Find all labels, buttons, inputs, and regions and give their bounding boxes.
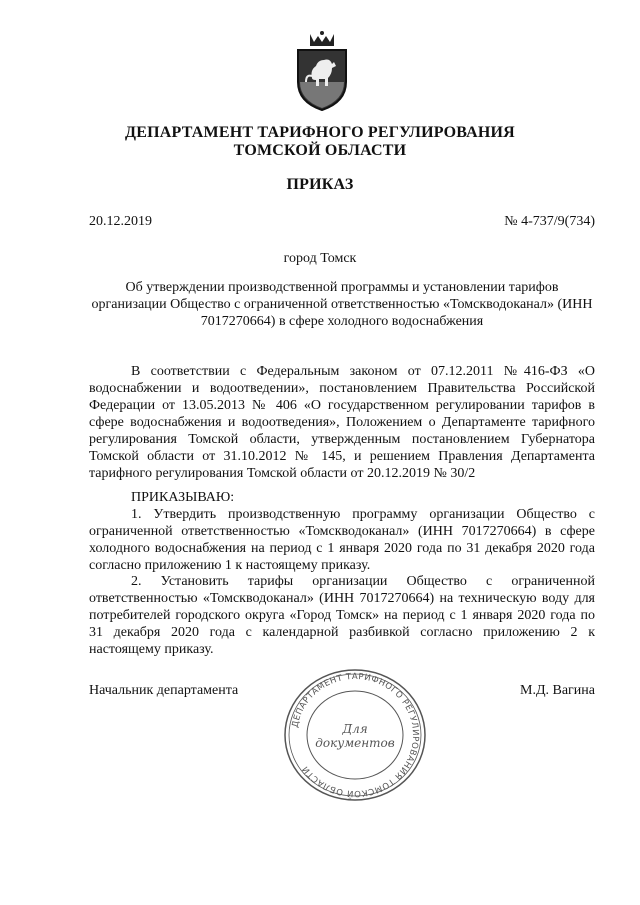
stamp-inner-line-2: документов <box>315 736 395 750</box>
document-city: город Томск <box>283 251 357 266</box>
document-subject: Об утверждении производственной программы и установлении тарифов организации Общество с ограниченной ответственностью «Томскводоканал» (ИНН 7017270664) в сфере холодного водоснабжения <box>91 280 593 329</box>
order-item-1: 1. Утвердить производственную программу организации Общество с ограниченной ответственностью «Томскводоканал» (ИНН 7017270664) в сфере холодного водоснабжения на период с 1 января 2020 года по 31 декабря 2020 года согласно приложению 1 к настоящему приказу. <box>89 507 595 573</box>
document-date: 20.12.2019 <box>89 214 152 229</box>
signatory-name: М.Д. Вагина <box>520 683 595 698</box>
stamp-ring-text: ДЕПАРТАМЕНТ ТАРИФНОГО РЕГУЛИРОВАНИЯ ТОМСКОЙ ОБЛАСТИ <box>290 671 421 799</box>
region-title: ТОМСКОЙ ОБЛАСТИ <box>233 142 407 159</box>
tomsk-coat-of-arms-icon <box>290 30 354 112</box>
document-type: ПРИКАЗ <box>286 176 354 193</box>
document-number: № 4-737/9(734) <box>504 214 595 229</box>
preamble-paragraph: В соответствии с Федеральным законом от 07.12.2011 №416-ФЗ «О водоснабжении и водоотведении», постановлением Правительства Российской Федерации от 13.05.2013 № 406 «О государственном регулировании тарифов в сфере водоснабжения и водоотведения», Положением о Департаменте тарифного регулирования Томской области, утвержденным постановлением Губернатора Томской области от 31.10.2012 № 145, и решением Правления Департамента тарифного регулирования Томской области от 20.12.2019 № 30/2 <box>89 364 595 481</box>
order-item-2: 2. Установить тарифы организации Общество с ограниченной ответственностью «Томскводоканал» (ИНН 7017270664) на техническую воду для потребителей городского округа «Город Томск» на период с 1 января 2020 года по 31 декабря 2020 года с календарной разбивкой согласно приложению 2 к настоящему приказу. <box>89 574 595 657</box>
signatory-title: Начальник департамента <box>89 683 239 698</box>
official-stamp <box>283 668 427 802</box>
stamp-inner-line-1: Для <box>342 722 368 736</box>
department-title: ДЕПАРТАМЕНТ ТАРИФНОГО РЕГУЛИРОВАНИЯ <box>125 124 515 141</box>
order-word: ПРИКАЗЫВАЮ: <box>131 490 235 505</box>
